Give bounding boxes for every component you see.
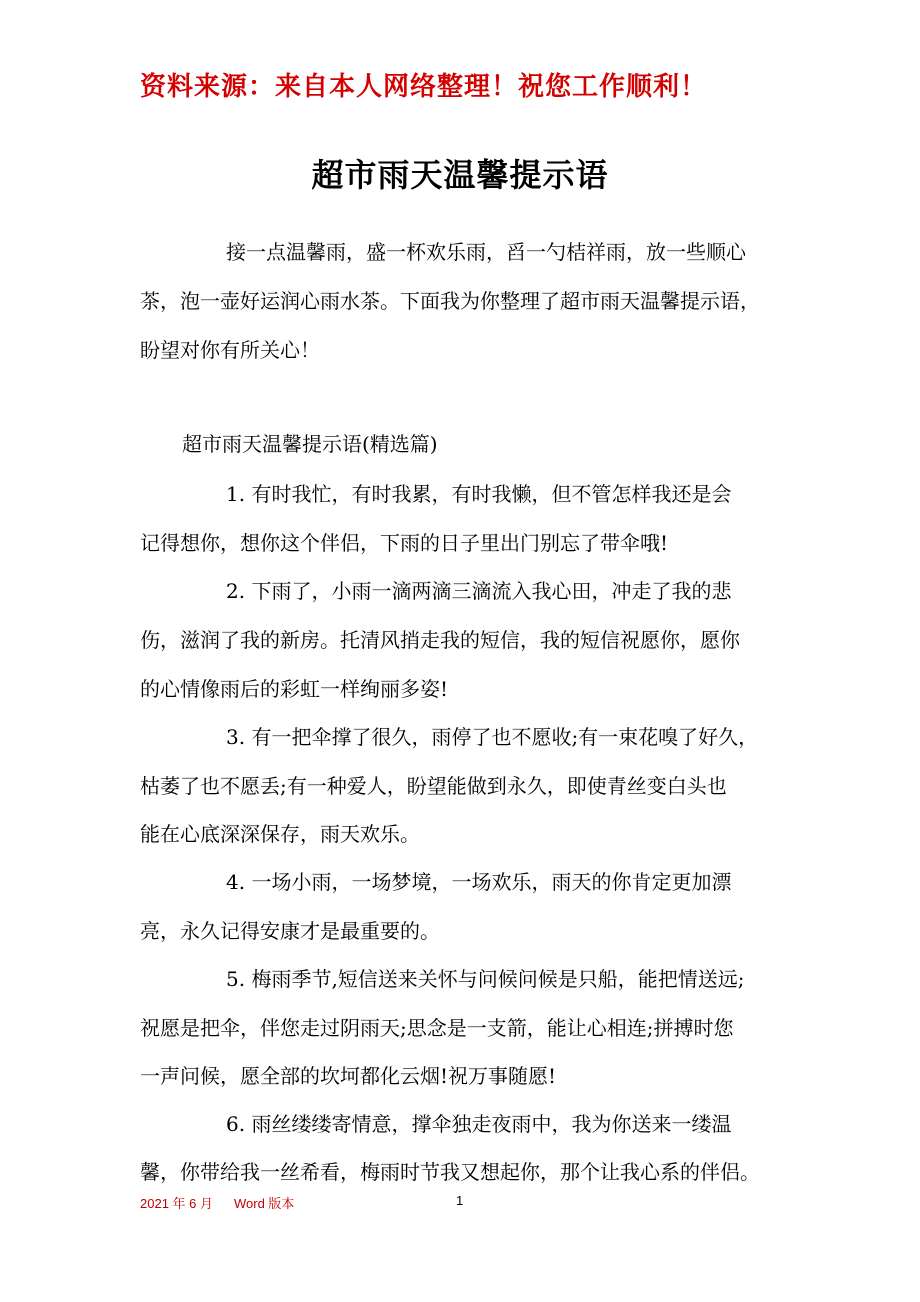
list-item-line: 祝愿是把伞，伴您走过阴雨天;思念是一支箭，能让心相连;拼搏时您 (140, 1016, 734, 1040)
list-item-line: 馨，你带给我一丝希看，梅雨时节我又想起你，那个让我心系的伴侣。 (140, 1160, 760, 1184)
intro-line: 茶，泡一壶好运润心雨水茶。下面我为你整理了超市雨天温馨提示语， (140, 289, 760, 313)
list-item-line: 1. 有时我忙，有时我累，有时我懒，但不管怎样我还是会 (226, 482, 732, 506)
page-number: 1 (456, 1193, 464, 1208)
list-item-line: 一声问候，愿全部的坎坷都化云烟!祝万事随愿! (140, 1064, 557, 1088)
list-item-line: 2. 下雨了，小雨一滴两滴三滴流入我心田，冲走了我的悲 (226, 579, 732, 603)
intro-line: 盼望对你有所关心！ (140, 338, 320, 362)
list-item-line: 4. 一场小雨，一场梦境，一场欢乐，雨天的你肯定更加漂 (226, 870, 732, 894)
intro-line: 接一点温馨雨，盛一杯欢乐雨，舀一勺桔祥雨，放一些顺心 (226, 240, 746, 264)
list-item-line: 3. 有一把伞撑了很久，雨停了也不愿收;有一束花嗅了好久， (226, 725, 759, 749)
list-item-line: 的心情像雨后的彩虹一样绚丽多姿! (140, 677, 449, 701)
page-title: 超市雨天温馨提示语 (311, 156, 609, 194)
footer-date: 2021 年 6 月 (140, 1196, 213, 1211)
list-item-line: 枯萎了也不愿丢;有一种爱人，盼望能做到永久，即使青丝变白头也 (140, 774, 727, 798)
list-item-line: 能在心底深深保存，雨天欢乐。 (140, 822, 420, 846)
list-item-line: 5. 梅雨季节,短信送来关怀与问候问候是只船，能把情送远; (226, 967, 745, 991)
list-item-line: 记得想你，想你这个伴侣，下雨的日子里出门别忘了带伞哦! (140, 531, 669, 555)
list-item-line: 亮，永久记得安康才是最重要的。 (140, 919, 440, 943)
list-item-line: 6. 雨丝缕缕寄情意，撑伞独走夜雨中，我为你送来一缕温 (226, 1112, 732, 1136)
list-item-line: 伤，滋润了我的新房。托清风捎走我的短信，我的短信祝愿你，愿你 (140, 628, 740, 652)
source-note-header: 资料来源：来自本人网络整理！祝您工作顺利！ (140, 72, 708, 102)
section-heading: 超市雨天温馨提示语(精选篇) (182, 432, 438, 456)
footer-version: Word 版本 (234, 1196, 295, 1211)
